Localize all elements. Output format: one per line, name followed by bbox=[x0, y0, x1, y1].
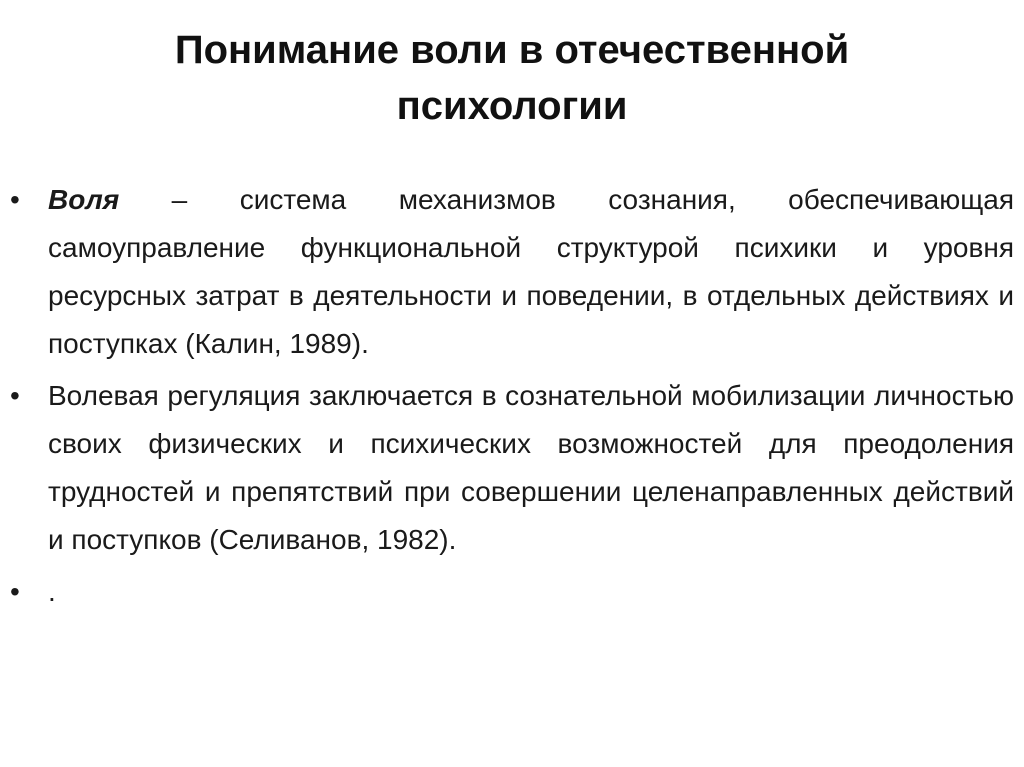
slide-title: Понимание воли в отечественной психологии bbox=[174, 28, 850, 128]
bullet-icon: • bbox=[10, 184, 20, 215]
bullet-item-empty bbox=[10, 568, 1014, 616]
bullet-icon: • bbox=[10, 576, 20, 607]
bullet-list bbox=[10, 176, 1014, 620]
bullet-icon: • bbox=[10, 380, 20, 411]
bullet-term: Воля bbox=[48, 184, 120, 215]
bullet-text: Волевая регуляция заключается в сознательной мобилизации личностью своих физических и психических возможностей для преодоления трудностей и препятствий при совершении целенаправленных действий и поступков (Селиванов, 1982). bbox=[48, 380, 1014, 555]
bullet-item-will-definition bbox=[10, 176, 1014, 368]
bullet-text: – система механизмов сознания, обеспечивающая самоуправление функциональной структурой психики и уровня ресурсных затрат в деятельности и поведении, в отдельных действиях и поступках (Калин, 1989). bbox=[48, 184, 1014, 359]
bullet-text: . bbox=[48, 576, 56, 607]
bullet-item-volitional-regulation bbox=[10, 372, 1014, 564]
